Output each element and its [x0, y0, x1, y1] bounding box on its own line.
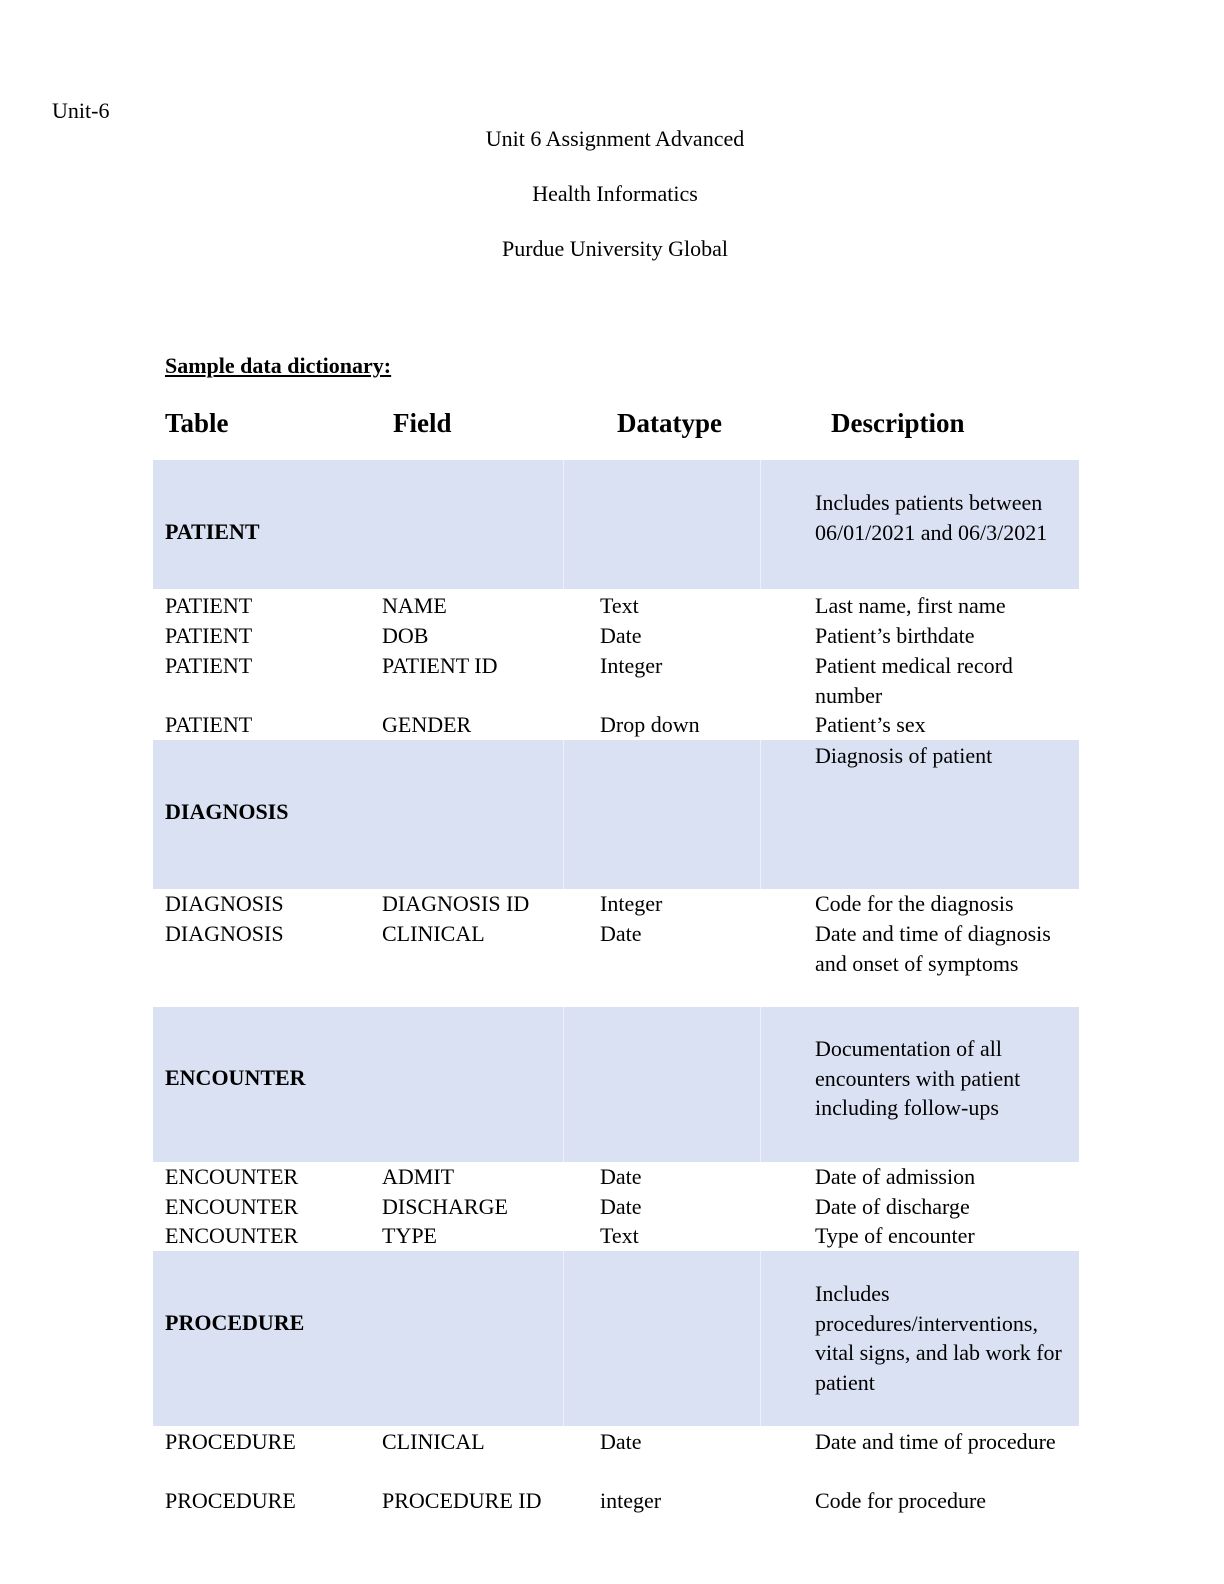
dictionary-heading: Sample data dictionary:: [165, 353, 392, 378]
field-cell: PATIENT ID: [382, 653, 498, 678]
description-cell: Type of encounter: [815, 1223, 975, 1248]
table-cell: PATIENT: [165, 623, 253, 648]
section-description-encounter: Documentation of all encounters with patient including follow-ups: [815, 1036, 1021, 1120]
section-description-procedure: Includes procedures/interventions, vital signs, and lab work for patient: [815, 1281, 1062, 1395]
table-cell: ENCOUNTER: [165, 1164, 299, 1189]
section-name-diagnosis: DIAGNOSIS: [165, 799, 289, 824]
datatype-cell: Text: [600, 593, 639, 618]
column-header-datatype: Datatype: [617, 408, 722, 438]
field-cell: DIAGNOSIS ID: [382, 891, 530, 916]
section-description-patient: Includes patients between 06/01/2021 and 06/3/2021: [815, 490, 1048, 545]
field-cell: GENDER: [382, 712, 472, 737]
datatype-cell: Date: [600, 1429, 642, 1454]
section-name-encounter: ENCOUNTER: [165, 1065, 306, 1090]
datatype-cell: integer: [600, 1488, 662, 1513]
datatype-cell: Text: [600, 1223, 639, 1248]
table-cell: DIAGNOSIS: [165, 891, 284, 916]
table-cell: ENCOUNTER: [165, 1194, 299, 1219]
description-cell: Date and time of diagnosis and onset of symptoms: [815, 921, 1051, 976]
table-cell: PROCEDURE: [165, 1429, 296, 1454]
field-cell: PROCEDURE ID: [382, 1488, 542, 1513]
title-line-2: Health Informatics: [532, 181, 698, 206]
field-cell: DOB: [382, 623, 429, 648]
description-cell: Code for the diagnosis: [815, 891, 1014, 916]
table-cell: PATIENT: [165, 593, 253, 618]
datatype-cell: Drop down: [600, 712, 700, 737]
datatype-cell: Date: [600, 1194, 642, 1219]
table-cell: DIAGNOSIS: [165, 921, 284, 946]
table-cell: ENCOUNTER: [165, 1223, 299, 1248]
description-cell: Patient medical record number: [815, 653, 1013, 708]
column-header-table: Table: [165, 408, 229, 438]
datatype-cell: Date: [600, 1164, 642, 1189]
table-cell: PATIENT: [165, 712, 253, 737]
field-cell: CLINICAL: [382, 1429, 485, 1454]
field-cell: DISCHARGE: [382, 1194, 508, 1219]
field-cell: ADMIT: [382, 1164, 455, 1189]
datatype-cell: Integer: [600, 653, 663, 678]
table-cell: PROCEDURE: [165, 1488, 296, 1513]
description-cell: Code for procedure: [815, 1488, 987, 1513]
datatype-cell: Integer: [600, 891, 663, 916]
description-cell: Date of admission: [815, 1164, 976, 1189]
title-line-1: Unit 6 Assignment Advanced: [485, 126, 745, 151]
title-line-3: Purdue University Global: [501, 236, 729, 261]
description-cell: Date and time of procedure: [815, 1429, 1056, 1454]
section-name-patient: PATIENT: [165, 519, 260, 544]
field-cell: NAME: [382, 593, 447, 618]
datatype-cell: Date: [600, 921, 642, 946]
section-name-procedure: PROCEDURE: [165, 1310, 305, 1335]
field-cell: CLINICAL: [382, 921, 485, 946]
column-header-description: Description: [831, 408, 965, 438]
datatype-cell: Date: [600, 623, 642, 648]
description-cell: Date of discharge: [815, 1194, 970, 1219]
field-cell: TYPE: [382, 1223, 437, 1248]
description-cell: Patient’s sex: [815, 712, 926, 737]
unit-label: Unit-6: [52, 98, 110, 123]
table-cell: PATIENT: [165, 653, 253, 678]
section-description-diagnosis: Diagnosis of patient: [815, 743, 993, 768]
column-header-field: Field: [393, 408, 452, 438]
description-cell: Patient’s birthdate: [815, 623, 975, 648]
description-cell: Last name, first name: [815, 593, 1006, 618]
